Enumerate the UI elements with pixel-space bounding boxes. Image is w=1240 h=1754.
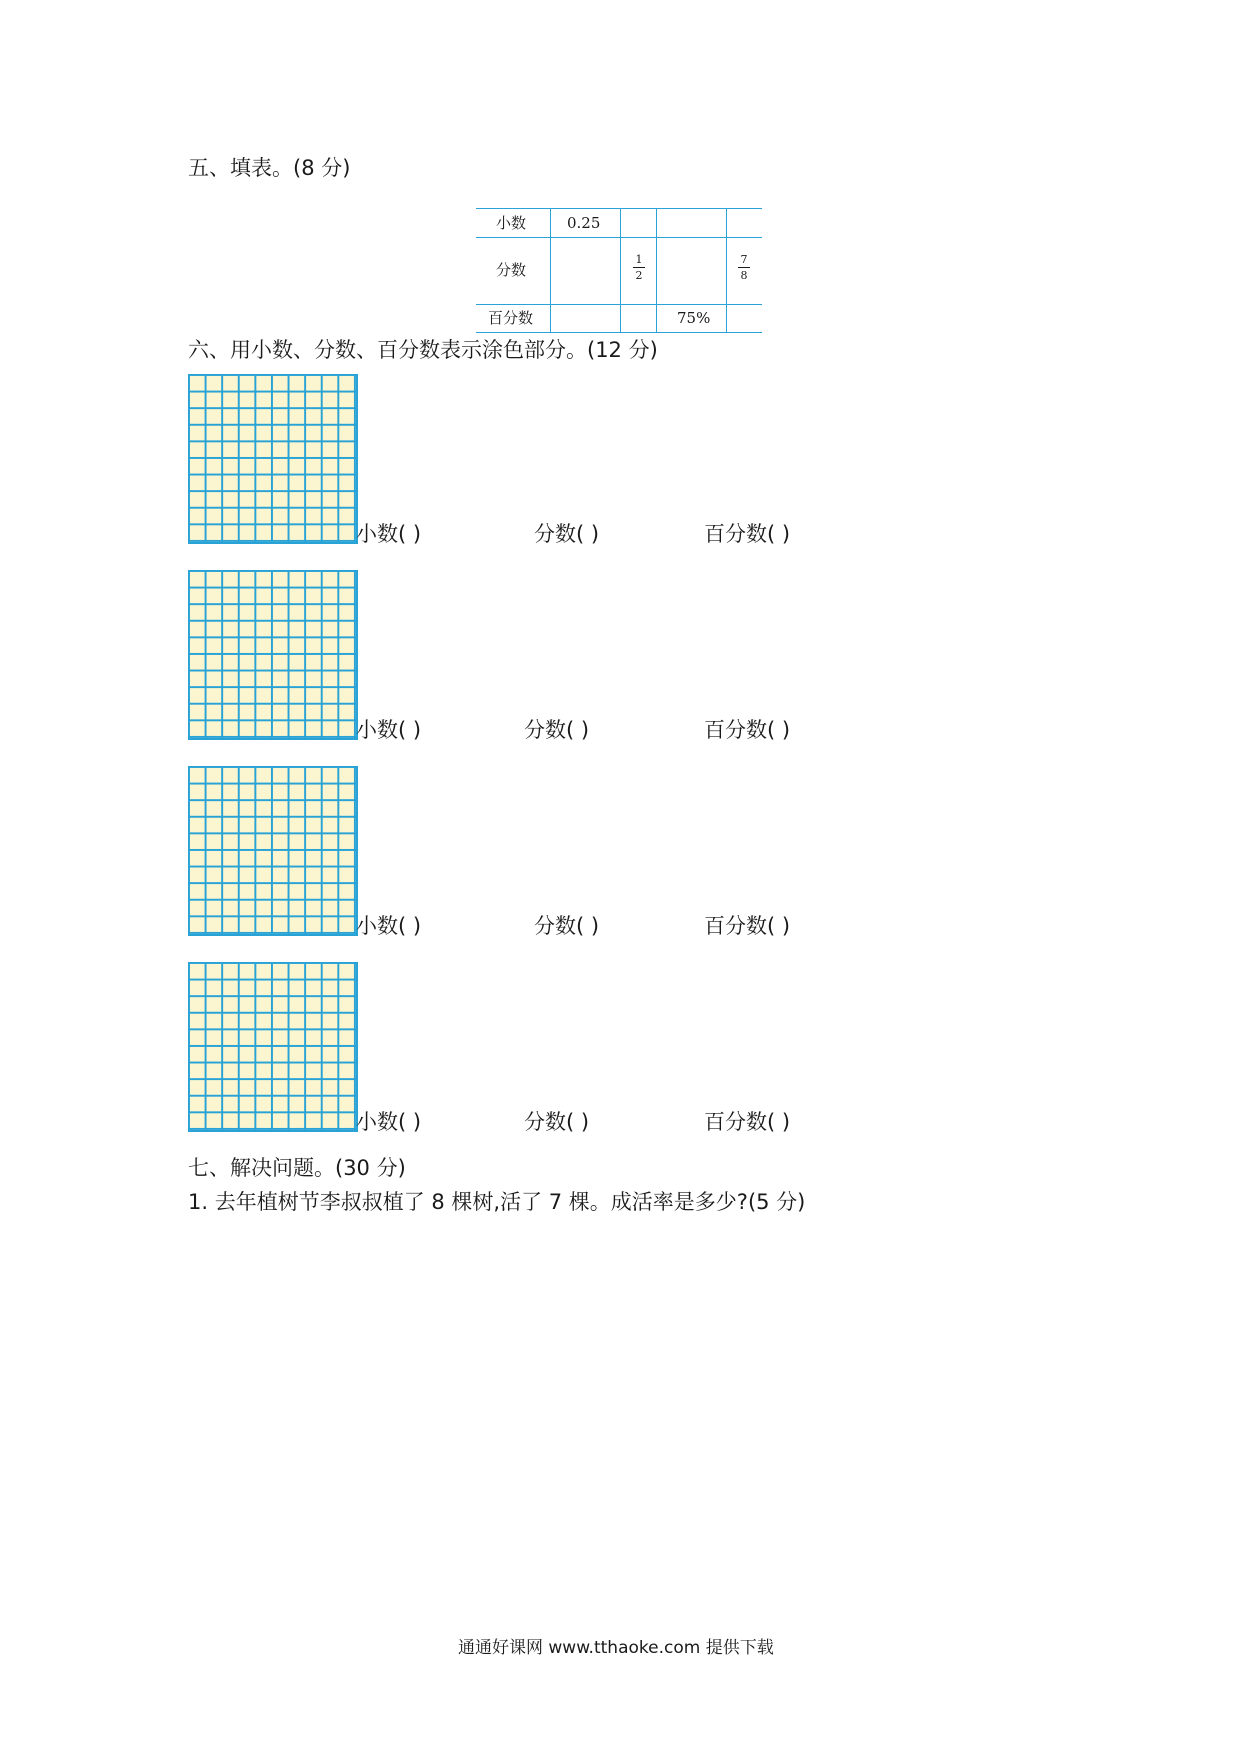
fraction-value-2 (737, 254, 751, 281)
hundred-grid-2 (188, 570, 358, 740)
fraction-blank-2: 分数( ) (524, 718, 590, 742)
fraction-blank-1: 分数( ) (534, 522, 600, 546)
fraction-2-numerator: 7 (740, 253, 748, 266)
section-5-title: 五、填表。(8 分) (188, 156, 351, 180)
decimal-blank-2: 小数( ) (356, 718, 422, 742)
table-line (550, 208, 551, 333)
hundred-grid-1 (188, 374, 358, 544)
table-line (476, 237, 762, 238)
fraction-blank-4: 分数( ) (524, 1110, 590, 1134)
table-line (476, 332, 762, 333)
fraction-1-denominator: 2 (635, 269, 643, 282)
table-line (726, 208, 727, 333)
percent-blank-3: 百分数( ) (704, 914, 791, 938)
row-label-decimal: 小数 (496, 214, 527, 232)
percent-blank-2: 百分数( ) (704, 718, 791, 742)
decimal-value-cell: 0.25 (567, 214, 601, 232)
hundred-grid-3 (188, 766, 358, 936)
fraction-2-denominator: 8 (740, 269, 748, 282)
decimal-blank-1: 小数( ) (356, 522, 422, 546)
decimal-blank-4: 小数( ) (356, 1110, 422, 1134)
section-7-title: 七、解决问题。(30 分) (188, 1156, 406, 1180)
fill-table (476, 208, 762, 334)
percent-blank-4: 百分数( ) (704, 1110, 791, 1134)
table-line (656, 208, 657, 333)
percent-value-cell: 75% (677, 309, 711, 327)
table-line (476, 208, 762, 209)
row-label-percent: 百分数 (488, 309, 534, 327)
table-line (476, 304, 762, 305)
section-6-title: 六、用小数、分数、百分数表示涂色部分。(12 分) (188, 338, 658, 362)
hundred-grid-4 (188, 962, 358, 1132)
table-line (620, 208, 621, 333)
decimal-blank-3: 小数( ) (356, 914, 422, 938)
fraction-bar (633, 267, 645, 268)
fraction-value-1 (632, 254, 646, 281)
row-label-fraction: 分数 (496, 261, 527, 279)
fraction-1-numerator: 1 (635, 253, 643, 266)
question-1: 1. 去年植树节李叔叔植了 8 棵树,活了 7 棵。成活率是多少?(5 分) (188, 1190, 806, 1214)
fraction-blank-3: 分数( ) (534, 914, 600, 938)
percent-blank-1: 百分数( ) (704, 522, 791, 546)
fraction-bar (738, 267, 750, 268)
page-footer: 通通好课网 www.tthaoke.com 提供下载 (458, 1638, 774, 1658)
